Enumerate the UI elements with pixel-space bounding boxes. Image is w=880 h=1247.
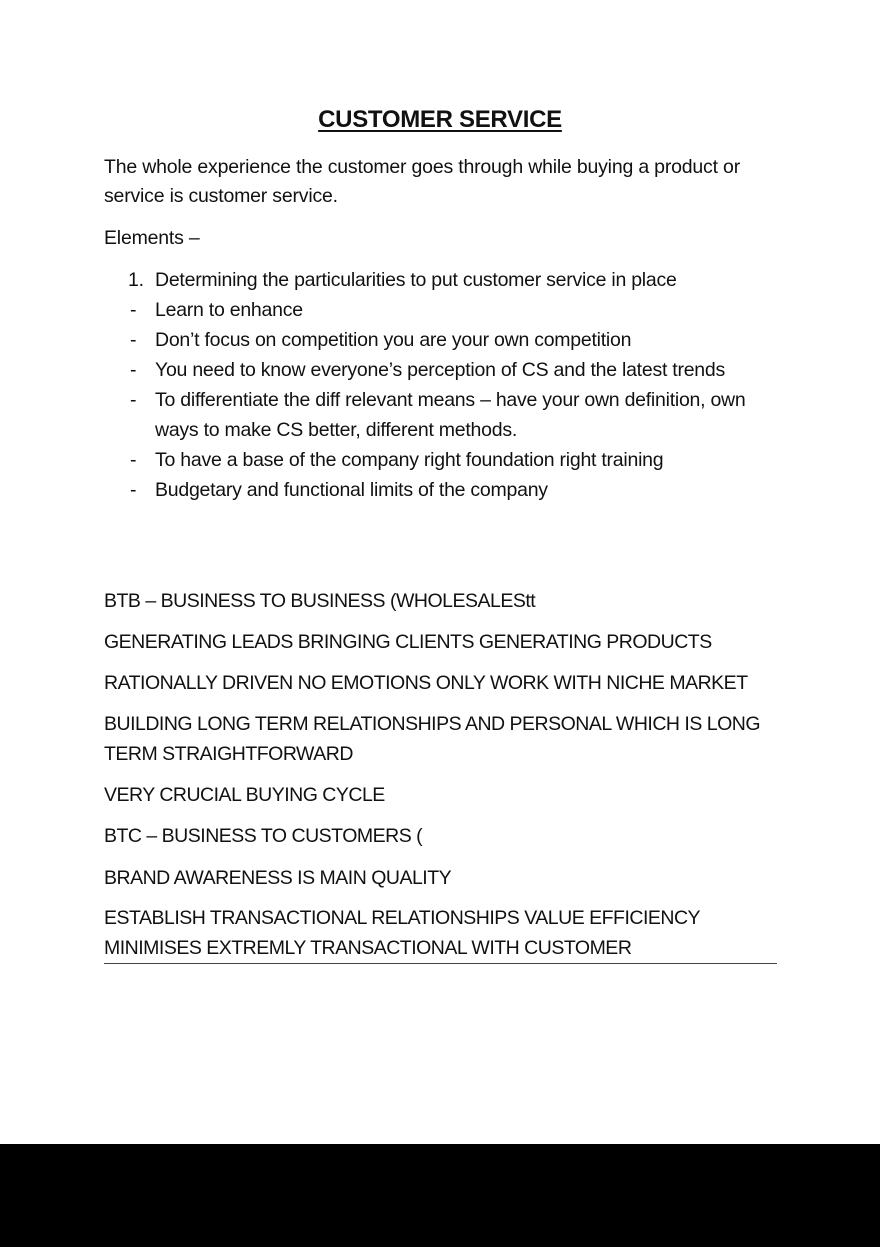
list-item	[104, 475, 774, 505]
caps-line: BRAND AWARENESS IS MAIN QUALITY	[104, 867, 452, 889]
horizontal-rule	[104, 963, 777, 964]
list-item-text: You need to know everyone’s perception of CS and the latest trends	[155, 359, 725, 381]
intro-paragraph: The whole experience the customer goes through while buying a product or service is customer service.	[104, 156, 740, 207]
caps-line: RATIONALLY DRIVEN NO EMOTIONS ONLY WORK WITH NICHE MARKET	[104, 672, 748, 694]
list-item	[104, 445, 774, 475]
caps-line: ESTABLISH TRANSACTIONAL RELATIONSHIPS VALUE EFFICIENCY MINIMISES EXTREMLY TRANSACTIONAL WITH CUSTOMER	[104, 907, 700, 959]
dash-marker: -	[130, 299, 137, 321]
elements-label: Elements –	[104, 227, 200, 249]
list-item-text: To differentiate the diff relevant means – have your own definition, own ways to make CS better, different methods.	[155, 389, 746, 441]
list-item	[104, 295, 774, 325]
caps-line: BUILDING LONG TERM RELATIONSHIPS AND PERSONAL WHICH IS LONG TERM STRAIGHTFORWARD	[104, 713, 761, 765]
caps-line: VERY CRUCIAL BUYING CYCLE	[104, 784, 385, 806]
caps-line: GENERATING LEADS BRINGING CLIENTS GENERATING PRODUCTS	[104, 631, 712, 653]
list-item-text: Don’t focus on competition you are your own competition	[155, 329, 632, 351]
btb-heading: BTB – BUSINESS TO BUSINESS (WHOLESALEStt	[104, 590, 536, 612]
black-bottom-bar	[0, 1144, 880, 1247]
list-item-text: To have a base of the company right foundation right training	[155, 449, 664, 471]
list-number-marker: 1.	[128, 269, 144, 291]
dash-marker: -	[130, 479, 137, 501]
btc-heading: BTC – BUSINESS TO CUSTOMERS (	[104, 825, 423, 847]
dash-marker: -	[130, 389, 137, 411]
dash-marker: -	[130, 329, 137, 351]
list-item-text: Learn to enhance	[155, 299, 303, 321]
list-item	[104, 265, 774, 295]
list-item	[104, 325, 774, 355]
list-item	[104, 385, 774, 445]
elements-list	[104, 265, 774, 505]
list-item-text: Budgetary and functional limits of the company	[155, 479, 548, 501]
list-item	[104, 355, 774, 385]
list-item-text: Determining the particularities to put customer service in place	[155, 269, 677, 291]
page-title: CUSTOMER SERVICE	[318, 106, 562, 133]
dash-marker: -	[130, 449, 137, 471]
dash-marker: -	[130, 359, 137, 381]
